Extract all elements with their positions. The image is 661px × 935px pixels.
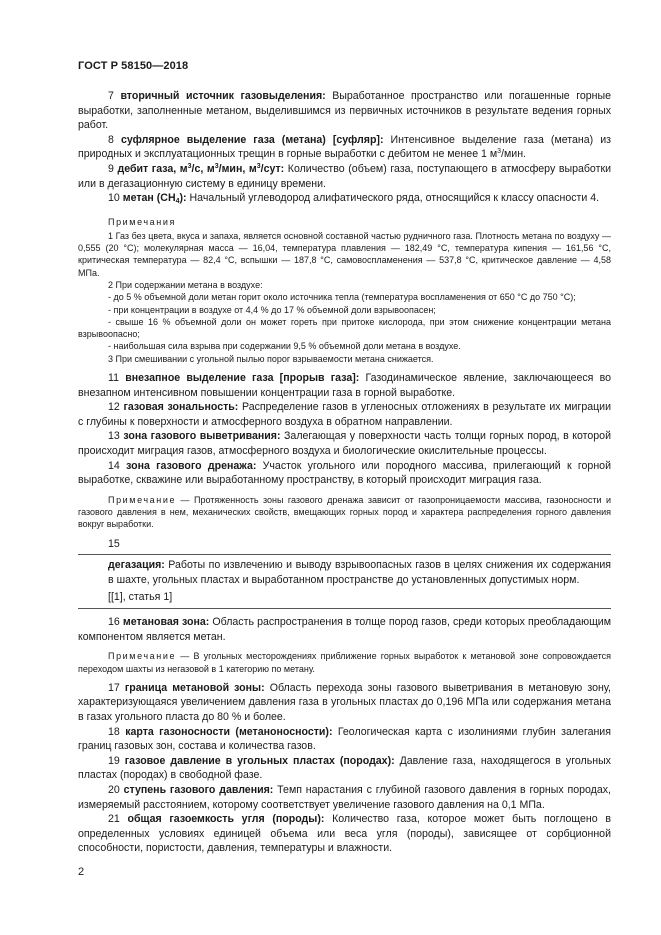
term-entry: дегазация: Работы по извлечению и выводу взрывоопасных газов в целях снижения их содержания в шахте, угольных пластах и выработанном пространстве до установленных допустимых норм. — [108, 559, 611, 586]
document-header: ГОСТ Р 58150—2018 — [78, 60, 189, 72]
notes-heading: Примечания — [108, 216, 176, 227]
term-entry: 10 метан $(CH_4)$: Начальный углеводород алифатического ряда, относящийся к классу опасности 4. — [108, 192, 600, 206]
document-body — [78, 89, 611, 856]
note-item: 3 При смешивании с угольной пылью порог взрываемости метана снижается. — [108, 353, 434, 364]
term-entry: 12 газовая зональность: Распределение газов в угленосных отложениях в результате их миграции с глубины к поверхности и атмосферного воздуха в обратном направлении. — [78, 401, 612, 428]
note-item: Примечание — В угольных месторождениях приближение горных выработок к метановой зоне сопровождается переходом шахты из негазовой в 1 категорию по метану. — [78, 651, 611, 674]
note-item: - до 5 % объемной доли метан горит около источника тепла (температура воспламенения от 650 °С до 750 °С); — [108, 292, 576, 303]
term-entry: 19 газовое давление в угольных пластах (породах): Давление газа, находящегося в угольных пластах (породах) в свободной фазе. — [78, 754, 611, 782]
term-entry: 16 метановая зона: Область распространения в толще пород газов, среди которых преобладающим компонентом является метан. — [78, 616, 611, 643]
note-item: - свыше 16 % объемной доли он может гореть при притоке кислорода, при этом снижение концентрации метана взрывоопасно; — [78, 316, 611, 340]
boxed-term — [78, 554, 611, 609]
term-entry: 13 зона газового выветривания: Залегающая у поверхности часть толщи горных пород, в которой происходит миграция газов, атмосферного воздуха и биологические окислительные процессы. — [78, 430, 611, 457]
term-entry: 9 дебит газа, $м^3/с$, $м^3$/мин, $м^3$/сут: Количество (объем) газа, поступающего в атмосферу выработки или в дегазационную систему в единицу времени. — [78, 162, 611, 190]
note-item: - при концентрации в воздухе от 4,4 % до 17 % объемной доли взрывоопасен; — [108, 304, 436, 315]
note-item: - наибольшая сила взрыва при содержании 9,5 % объемной доли метана в воздухе. — [108, 341, 461, 352]
note-item: 2 При содержании метана в воздухе: — [108, 279, 263, 290]
term-entry: 18 карта газоносности (метаноносности): Геологическая карта с изолиниями глубин залегания границ газовых зон, состава и количества газов. — [78, 725, 611, 753]
term-entry: 7 вторичный источник газовыделения: Выработанное пространство или погашенные горные выработки, заполненные метаном, выделившимся из первичных источников в результате ведения горных работ. — [78, 90, 611, 132]
page-number: 2 — [78, 866, 85, 878]
term-entry: 20 ступень газового давления: Темп нарастания с глубиной газового давления в горных породах, измеряемый расстоянием, которому соответствует увеличение газового давления на 0,1 МПа. — [78, 783, 611, 811]
term-entry: 17 граница метановой зоны: Область перехода зоны газового выветривания в метановую зону, характеризующаяся увеличением давления газа в угольных пластах до 0,196 МПа или содержания метана в газах угольного пласта до 80 % и более. — [78, 681, 611, 723]
term-number: 15 — [108, 537, 120, 550]
note-item: Примечание — Протяженность зоны газового дренажа зависит от газопроницаемости массива, газоносности и газового давления в нем, механических свойств, вмещающих горных пород и характера распределения горного давления вокруг выработки. — [78, 494, 611, 530]
term-source: [[1], статья 1] — [108, 591, 173, 604]
term-entry: 11 внезапное выделение газа [прорыв газа]: Газодинамическое явление, заключающееся во внезапном интенсивном повышении концентрации газа в горной выработке. — [78, 372, 612, 399]
term-entry: 14 зона газового дренажа: Участок угольного или породного массива, прилегающий к горной выработке, скважине или выработанному пространству, в который происходит миграция газа. — [78, 459, 611, 487]
term-entry: 21 общая газоемкость угля (породы): Количество газа, которое может быть поглощено в определенных условиях единицей объема или веса угля (породы), зависящее от сорбционной способности, пористости, давления, температуры и влажности. — [78, 813, 611, 855]
note-item: 1 Газ без цвета, вкуса и запаха, является основной составной частью рудничного газа. Плотность метана по воздуху — 0,555 (20 °С); молекулярная масса — 16,04, температура плавления — 182,49 °С, температура кипения — 161,56 °С, критическая температура — 82,4 °С, вспышки — 187,8 °С, самовоспламенения — 537,8 °С, критическое давление — 4,58 МПа. — [78, 230, 611, 278]
term-entry: 8 суфлярное выделение газа (метана) [суфляр]: Интенсивное выделение газа (метана) из природных и эксплуатационных трещин в горные выработки с дебитом не менее 1 $м^3$/мин. — [78, 133, 611, 161]
